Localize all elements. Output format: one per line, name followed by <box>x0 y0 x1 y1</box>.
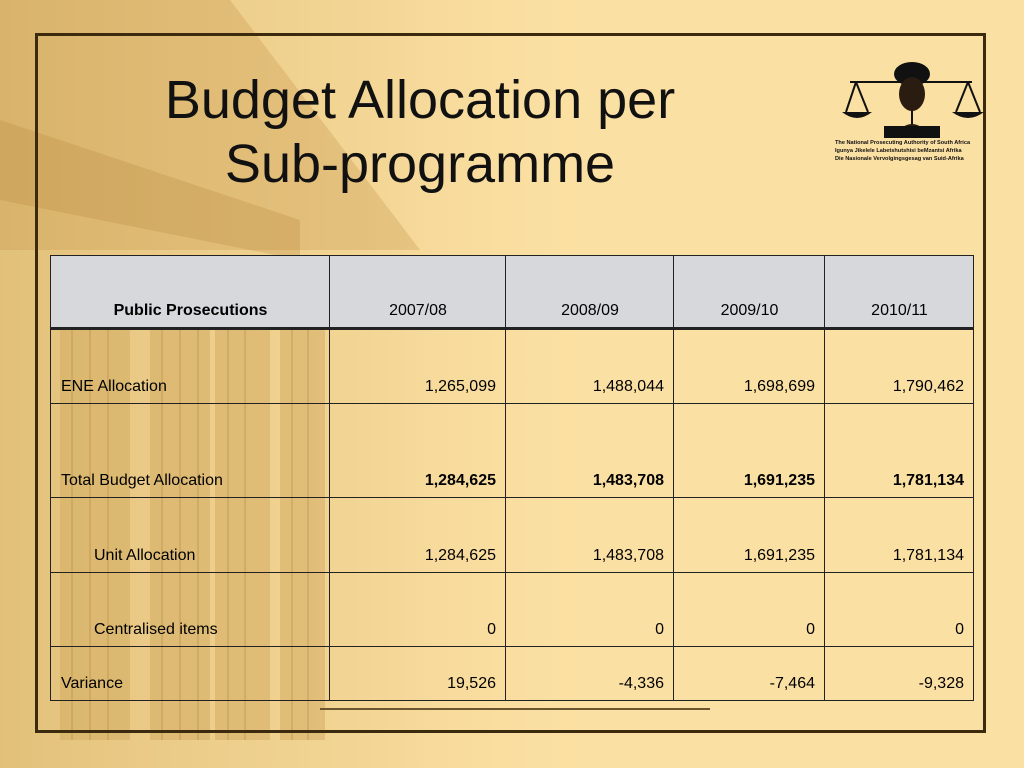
table-cell: 0 <box>330 573 506 647</box>
table-cell: 0 <box>825 573 974 647</box>
budget-table <box>50 255 974 701</box>
decorative-divider <box>320 707 710 711</box>
table-cell: 1,781,134 <box>825 498 974 573</box>
row-label: Centralised items <box>51 573 330 647</box>
table-header-row <box>51 256 974 329</box>
logo-caption <box>835 139 995 163</box>
table-cell: 1,284,625 <box>330 404 506 498</box>
header-cell: 2007/08 <box>330 256 506 329</box>
logo-line-3: Die Nasionale Vervolgingsgesag van Suid-Afrika <box>835 156 964 162</box>
table-cell: 1,284,625 <box>330 498 506 573</box>
table-cell: 1,483,708 <box>506 404 674 498</box>
table-row <box>51 573 974 647</box>
table-cell: 1,698,699 <box>674 329 825 404</box>
table-cell: 1,691,235 <box>674 404 825 498</box>
header-cell: Public Prosecutions <box>51 256 330 329</box>
table-cell: -9,328 <box>825 647 974 701</box>
table-cell: 19,526 <box>330 647 506 701</box>
header-cell: 2009/10 <box>674 256 825 329</box>
row-label: Unit Allocation <box>51 498 330 573</box>
table-row <box>51 404 974 498</box>
table-row <box>51 329 974 404</box>
row-label: ENE Allocation <box>51 329 330 404</box>
logo-line-2: Igunya Jikelele Labetshutshisi beMzantsi Afrika <box>835 148 962 154</box>
title-line-1: Budget Allocation per <box>164 70 676 130</box>
table-row <box>51 498 974 573</box>
table-row <box>51 647 974 701</box>
table-cell: -7,464 <box>674 647 825 701</box>
table-cell: 0 <box>674 573 825 647</box>
row-label: Total Budget Allocation <box>51 404 330 498</box>
table-cell: 1,265,099 <box>330 329 506 404</box>
table-cell: 1,483,708 <box>506 498 674 573</box>
row-label: Variance <box>51 647 330 701</box>
npa-logo-icon <box>832 52 992 192</box>
table-cell: 0 <box>506 573 674 647</box>
table-cell: -4,336 <box>506 647 674 701</box>
header-cell: 2008/09 <box>506 256 674 329</box>
table-cell: 1,691,235 <box>674 498 825 573</box>
table-cell: 1,781,134 <box>825 404 974 498</box>
title-line-2: Sub-programme <box>224 134 616 194</box>
table-cell: 1,488,044 <box>506 329 674 404</box>
table-cell: 1,790,462 <box>825 329 974 404</box>
header-cell: 2010/11 <box>825 256 974 329</box>
slide-title <box>90 68 750 196</box>
logo-line-1: The National Prosecuting Authority of South Africa <box>835 140 971 146</box>
